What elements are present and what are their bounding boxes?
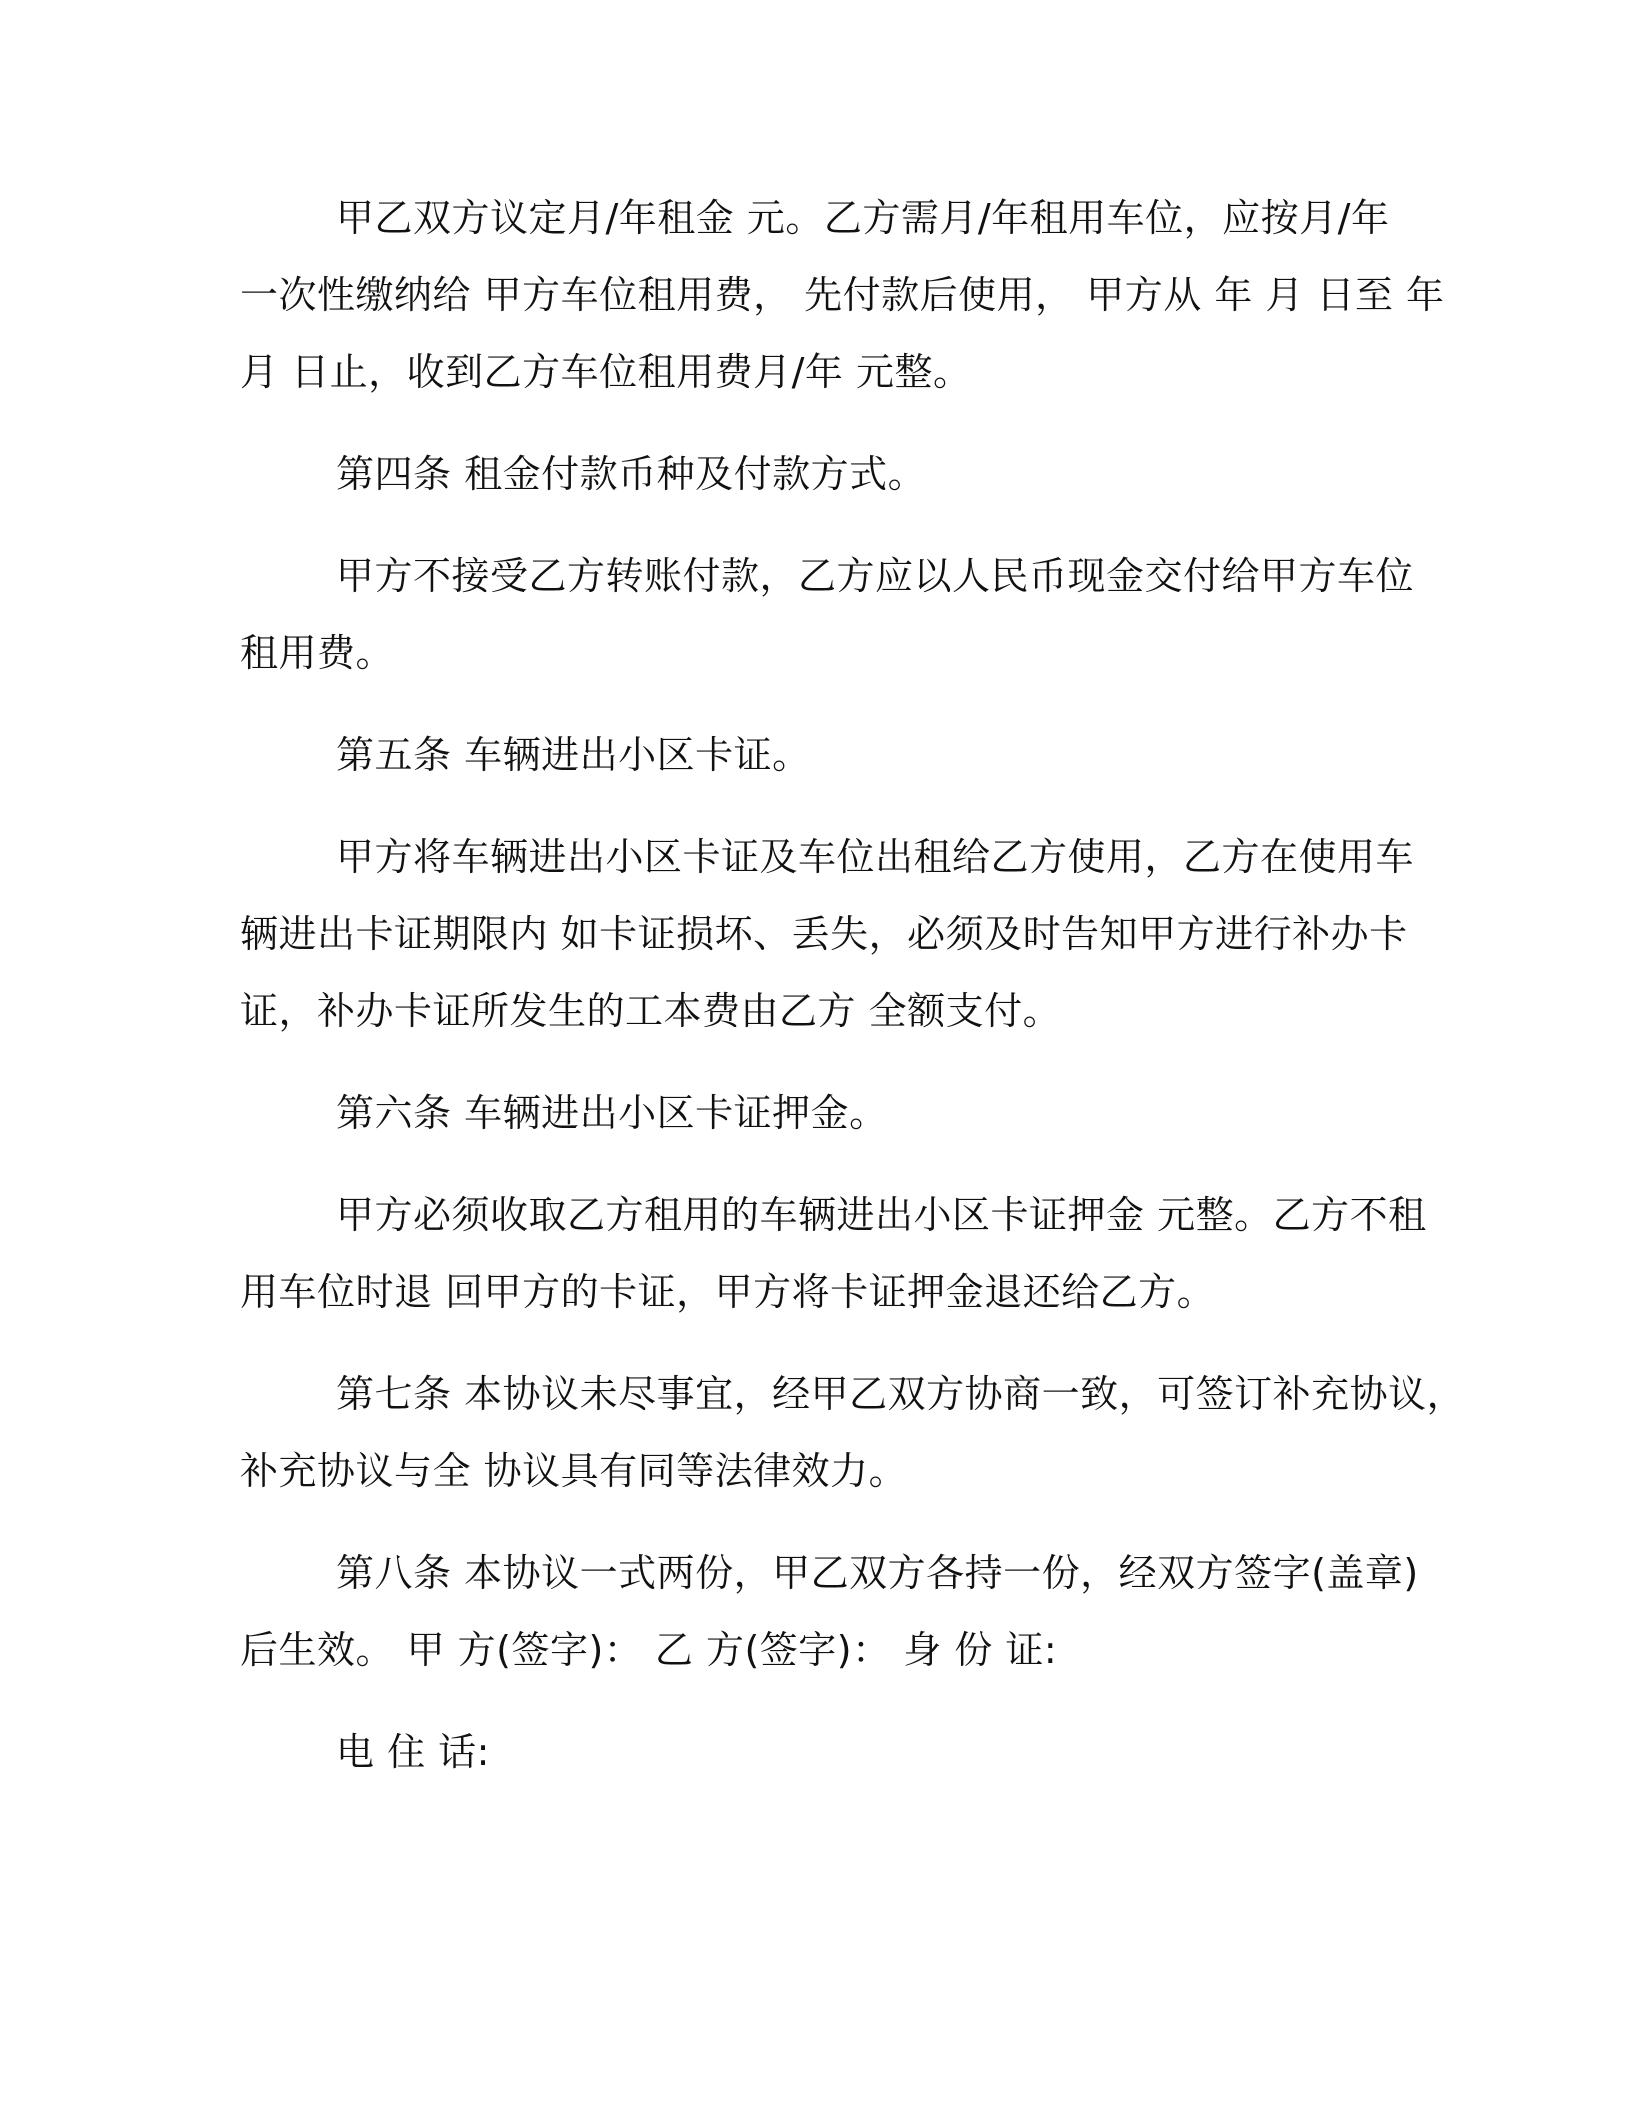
phone-line: 电 住 话:: [336, 1730, 490, 1774]
deposit-clause-line-2: 用车位时退 回甲方的卡证，甲方将卡证押金退还给乙方。: [240, 1270, 1216, 1314]
article-7-line-2: 补充协议与全 协议具有同等法律效力。: [240, 1449, 908, 1493]
card-clause-line-1: 甲方将车辆进出小区卡证及车位出租给乙方使用，乙方在使用车: [336, 835, 1415, 879]
rent-clause-line-3: 月 日止，收到乙方车位租用费月/年 元整。: [240, 350, 972, 394]
signature-line: 后生效。 甲 方(签字)： 乙 方(签字)： 身 份 证:: [240, 1628, 1058, 1672]
payment-clause-line-2: 租用费。: [240, 631, 395, 675]
article-6-heading: 第六条 车辆进出小区卡证押金。: [336, 1091, 888, 1135]
article-5-heading: 第五条 车辆进出小区卡证。: [336, 733, 811, 777]
card-clause-line-2: 辆进出卡证期限内 如卡证损坏、丢失，必须及时告知甲方进行补办卡: [240, 912, 1408, 956]
article-7-line-1: 第七条 本协议未尽事宜，经甲乙双方协商一致，可签订补充协议，: [336, 1372, 1466, 1416]
deposit-clause-line-1: 甲方必须收取乙方租用的车辆进出小区卡证押金 元整。乙方不租: [336, 1193, 1427, 1237]
payment-clause-line-1: 甲方不接受乙方转账付款，乙方应以人民币现金交付给甲方车位: [336, 554, 1415, 598]
article-4-heading: 第四条 租金付款币种及付款方式。: [336, 452, 927, 496]
rent-clause-line-1: 甲乙双方议定月/年租金 元。乙方需月/年租用车位，应按月/年: [336, 196, 1390, 240]
card-clause-line-3: 证，补办卡证所发生的工本费由乙方 全额支付。: [240, 989, 1062, 1033]
article-8-line-1: 第八条 本协议一式两份，甲乙双方各持一份，经双方签字(盖章): [336, 1551, 1419, 1595]
rent-clause-line-2: 一次性缴纳给 甲方车位租用费， 先付款后使用， 甲方从 年 月 日至 年: [240, 273, 1445, 317]
